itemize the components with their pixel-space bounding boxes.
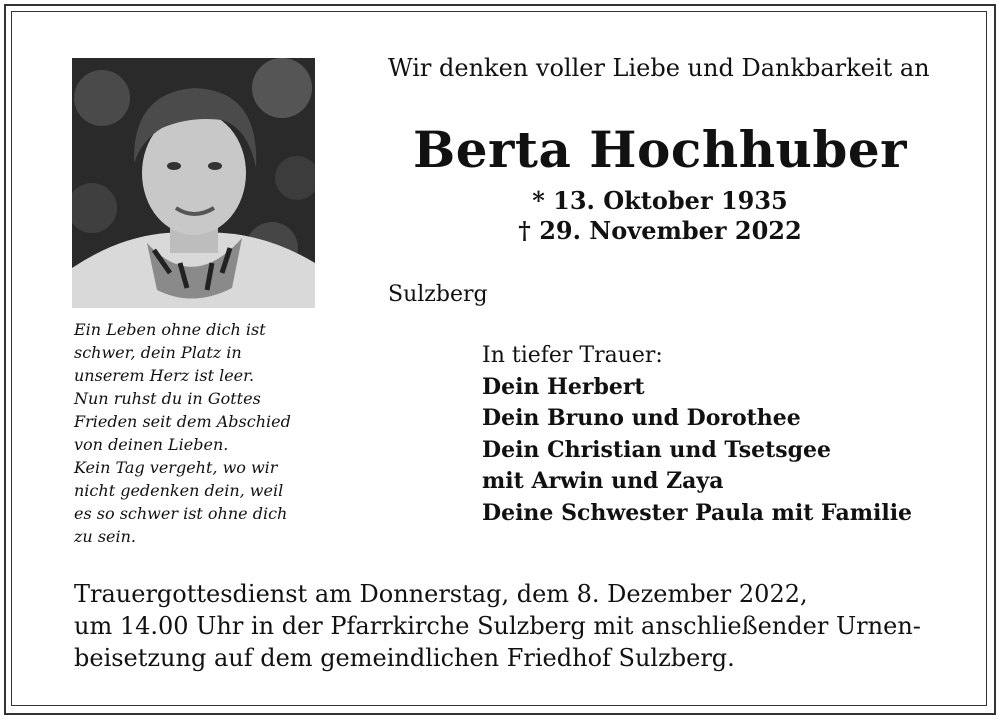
service-line: beisetzung auf dem gemeindlichen Friedhof Sulzberg. [74,644,735,672]
deceased-name: Berta Hochhuber [412,120,908,179]
portrait-illustration [72,58,315,308]
portrait-photo [72,58,315,308]
service-line: um 14.00 Uhr in der Pfarrkirche Sulzberg mit anschließender Urnen- [74,612,921,640]
intro-text: Wir denken voller Liebe und Dankbarkeit an [388,54,930,82]
memorial-poem [74,318,324,548]
mourner-entry: Deine Schwester Paula mit Familie [482,499,913,526]
birth-date: * 13. Oktober 1935 [532,186,788,215]
poem-line: Nun ruhst du in Gottes [74,389,261,408]
mourner-entry: Dein Bruno und Dorothee [482,405,801,431]
mourners-list [482,340,912,529]
hometown: Sulzberg [388,282,488,307]
life-dates [380,186,940,246]
poem-line: Kein Tag vergeht, wo wir [74,458,278,477]
poem-line: von deinen Lieben. [74,435,229,454]
service-line: Trauergottesdienst am Donnerstag, dem 8. Dezember 2022, [74,580,808,608]
poem-line: es so schwer ist ohne dich [74,504,288,523]
poem-line: schwer, dein Platz in [74,343,242,362]
poem-line: nicht gedenken dein, weil [74,481,284,500]
poem-line: Frieden seit dem Abschied [74,412,291,431]
poem-line: Ein Leben ohne dich ist [74,320,266,339]
poem-line: unserem Herz ist leer. [74,366,255,385]
mourner-entry: Dein Herbert [482,373,645,400]
mourner-entry: mit Arwin und Zaya [482,468,724,494]
mourners-heading: In tiefer Trauer: [482,343,663,368]
poem-line: zu sein. [74,527,137,546]
mourner-entry: Dein Christian und Tsetsgee [482,436,832,463]
service-notice [74,578,954,674]
death-date: † 29. November 2022 [518,216,802,245]
